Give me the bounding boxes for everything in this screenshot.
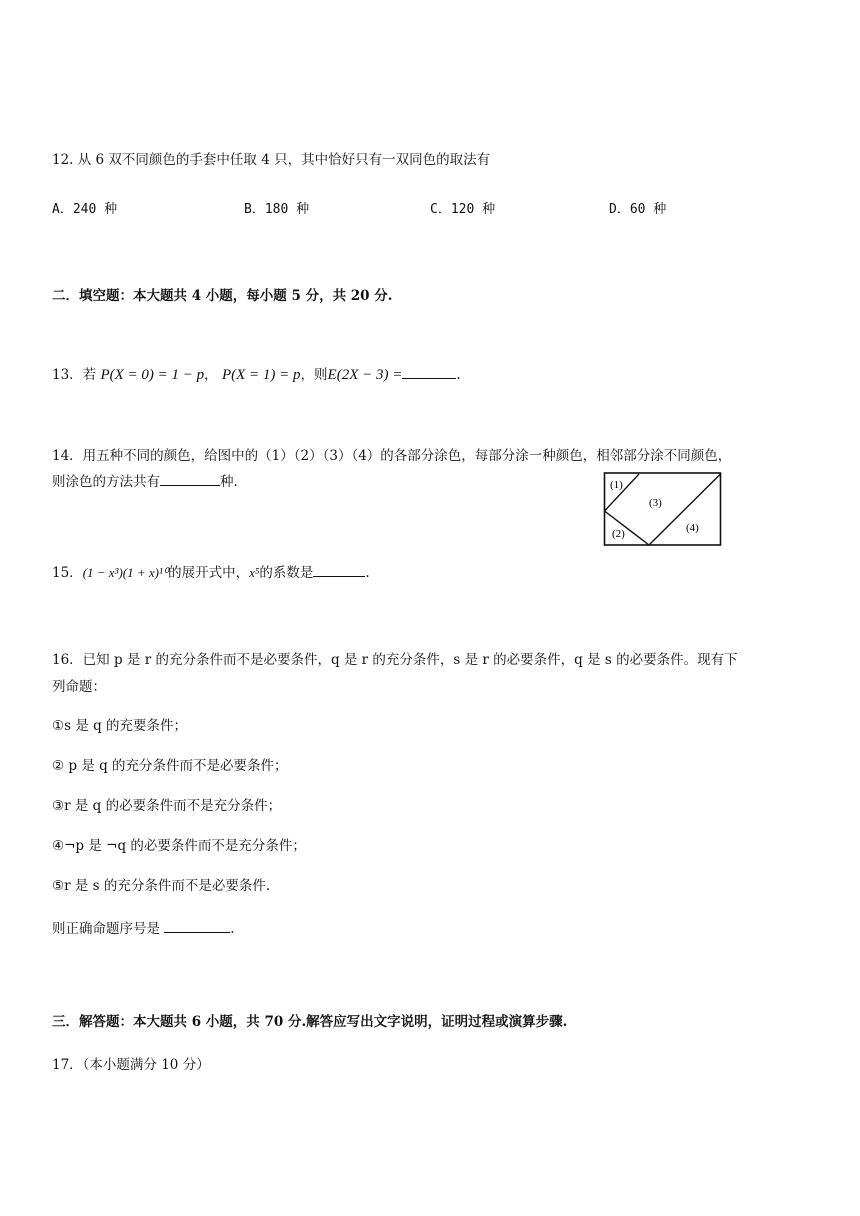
q13-expr3: E(2X − 3) = [327,367,403,383]
q12-option-d: D．60 种 [609,202,667,217]
q13 [52,364,461,385]
q14-line2-end: 种. [220,474,238,490]
q15-mid: 的展开式中， [168,565,250,581]
q13-sep: ， [204,367,218,383]
q16-line2: 列命题： [52,679,106,695]
q16-answer-blank [164,918,230,933]
q16-answer-end: . [230,921,235,937]
q15-tail: 的系数是 [259,565,314,581]
figure-label-4: (4) [686,522,699,534]
q13-number: 13．若 [52,367,97,383]
q12-stem: 12. 从 6 双不同颜色的手套中任取 4 只，其中恰好只有一双同色的取法有 [52,152,491,168]
figure-label-1: (1) [610,479,623,491]
q13-then: ，则 [300,367,328,383]
section3-heading: 三．解答题：本大题共 6 小题，共 70 分.解答应写出文字说明，证明过程或演算步骤. [52,1014,568,1030]
q15-answer-blank [313,562,365,577]
q15-term: x⁵ [249,565,260,580]
q16-item-5: ⑤r 是 s 的充分条件而不是必要条件. [52,878,271,894]
q13-expr1: P(X = 0) = 1 − p [100,367,205,383]
section2-heading: 二．填空题：本大题共 4 小题，每小题 5 分，共 20 分. [52,288,393,304]
q12-option-a: A．240 种 [52,202,118,217]
q15 [52,562,370,583]
q14-line2 [52,471,238,492]
q16-answer-line [52,918,235,939]
q15-number: 15． [52,565,83,581]
q13-expr2: P(X = 1) = p [221,367,301,383]
q15-end: . [365,565,370,581]
q16-item-1: ①s 是 q 的充要条件； [52,718,188,734]
q16-answer-text: 则正确命题序号是 [52,921,160,937]
figure-diagonal-3 [649,474,721,545]
q12-option-b: B．180 种 [244,202,310,217]
q14-figure [603,471,723,547]
q16-item-3: ③r 是 q 的必要条件而不是充分条件； [52,798,282,814]
q15-expr: (1 − x³)(1 + x)¹⁰ [82,565,169,580]
q14-answer-blank [160,471,220,486]
figure-label-2: (2) [612,528,625,540]
q16-item-4: ④¬p 是 ¬q 的必要条件而不是充分条件； [52,838,306,854]
q13-end: . [456,367,461,383]
figure-label-3: (3) [649,497,662,509]
q13-answer-blank [402,364,456,379]
q14-line2-text: 则涂色的方法共有 [52,474,160,490]
q16-line1: 16．已知 p 是 r 的充分条件而不是必要条件，q 是 r 的充分条件，s 是 r 的必要条件，q 是 s 的必要条件。现有下 [52,652,738,668]
q17-heading: 17．（本小题满分 10 分） [52,1057,210,1073]
q12-option-c: C．120 种 [430,202,496,217]
q14-line1: 14．用五种不同的颜色，给图中的（1）（2）（3）（4）的各部分涂色，每部分涂一种颜色，相邻部分涂不同颜色， [52,448,732,464]
q16-item-2: ② p 是 q 的充分条件而不是必要条件； [52,758,288,774]
